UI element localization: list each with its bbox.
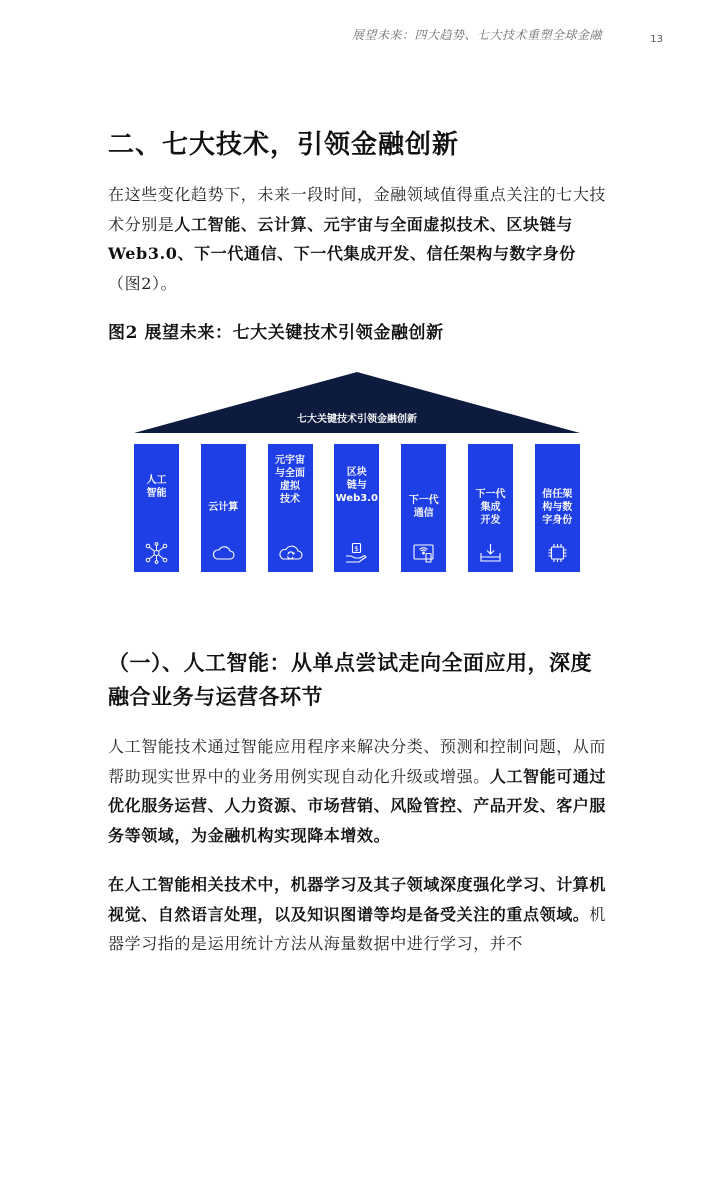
pillar-trust-line-3: 字身份: [542, 515, 573, 526]
ai-para2-text: 机器学习指的是运用统计方法从海量数据中进行学习，并不: [108, 904, 607, 953]
pillar-blockchain-line-3: Web3.0: [335, 493, 378, 504]
download-tray-icon: [478, 542, 503, 564]
pillar-metaverse: [268, 444, 313, 572]
pillar-communication-line-2: 通信: [413, 508, 434, 519]
pillar-metaverse-line-1: 元宇宙: [275, 455, 305, 466]
cloud-icon: [211, 542, 236, 564]
intro-text-1: 在这些变化趋势下，未来一段时间，金融领域值得重点关注的七大技术分别是: [108, 185, 607, 234]
roof-label: 七大关键技术引领金融创新: [297, 414, 417, 425]
figure-caption: 图2 展望未来：七大关键技术引领金融创新: [108, 323, 444, 343]
page-number: 13: [650, 34, 663, 45]
pillar-blockchain-line-2: 链与: [346, 480, 367, 491]
ai-network-icon: [144, 542, 169, 564]
communication-device-icon: [411, 542, 436, 564]
ai-para1-text: 人工智能技术通过智能应用程序来解决分类、预测和控制问题，从而帮助现实世界中的业务用例实现自动化升级或增强。: [108, 737, 607, 786]
pillar-metaverse-line-2: 与全面: [275, 468, 305, 479]
pillar-cloud: [201, 444, 246, 572]
pillar-cloud-line-1: 云计算: [208, 502, 239, 513]
metaverse-cloud-icon: [278, 542, 303, 564]
pillar-metaverse-line-3: 虚拟: [280, 481, 300, 492]
pillar-ai-label: [134, 474, 179, 500]
pillar-trust-label: [535, 488, 580, 527]
intro-tech-list: 人工智能、云计算、元宇宙与全面虚拟技术、区块链与Web3.0、下一代通信、下一代集成开发、信任架构与数字身份: [108, 214, 576, 263]
pillar-ai: [134, 444, 179, 572]
pillar-dev: [468, 444, 513, 572]
pillar-trust-line-2: 构与数: [542, 502, 573, 513]
pillar-trust: [535, 444, 580, 572]
running-header: 展望未来：四大趋势、七大技术重塑全球金融: [351, 28, 602, 42]
ai-paragraph-2: [108, 870, 608, 959]
intro-text-2: （图2）。: [108, 273, 178, 293]
pillar-dev-line-3: 开发: [480, 515, 501, 526]
pillar-dev-line-2: 集成: [480, 502, 501, 513]
pillar-blockchain-label: [334, 466, 379, 505]
pillar-dev-label: [468, 488, 513, 527]
pillar-metaverse-label: [268, 454, 313, 506]
ai-para2-bold: 在人工智能相关技术中，机器学习及其子领域深度强化学习、计算机视觉、自然语言处理，以及知识图谱等均是备受关注的重点领域。: [108, 875, 607, 924]
pillar-ai-line-2: 智能: [146, 488, 167, 499]
pillar-cloud-label: [201, 501, 246, 514]
pillar-ai-line-1: 人工: [146, 475, 167, 486]
pillar-communication-label: [401, 494, 446, 520]
ai-paragraph-1: [108, 732, 608, 850]
pillar-communication-line-1: 下一代: [408, 495, 439, 506]
ai-para1-bold: 人工智能可通过优化服务运营、人力资源、市场营销、风险管控、产品开发、客户服务等领域，为金融机构实现降本增效。: [108, 766, 607, 845]
pillar-blockchain-line-1: 区块: [346, 467, 367, 478]
intro-paragraph: [108, 180, 608, 298]
pillar-blockchain: [334, 444, 379, 572]
seven-tech-figure: [134, 372, 580, 572]
section-title: 二、七大技术，引领金融创新: [108, 130, 460, 160]
pillar-trust-line-1: 信任架: [542, 489, 573, 500]
blockchain-hand-icon: [344, 542, 369, 564]
pillar-communication: [401, 444, 446, 572]
pillar-dev-line-1: 下一代: [475, 489, 506, 500]
subsection-title: （一）、人工智能：从单点尝试走向全面应用，深度融合业务与运营各环节: [108, 650, 592, 709]
svg-text:$: $: [354, 545, 360, 553]
pillar-metaverse-line-4: 技术: [280, 494, 300, 505]
chip-icon: [545, 542, 570, 564]
